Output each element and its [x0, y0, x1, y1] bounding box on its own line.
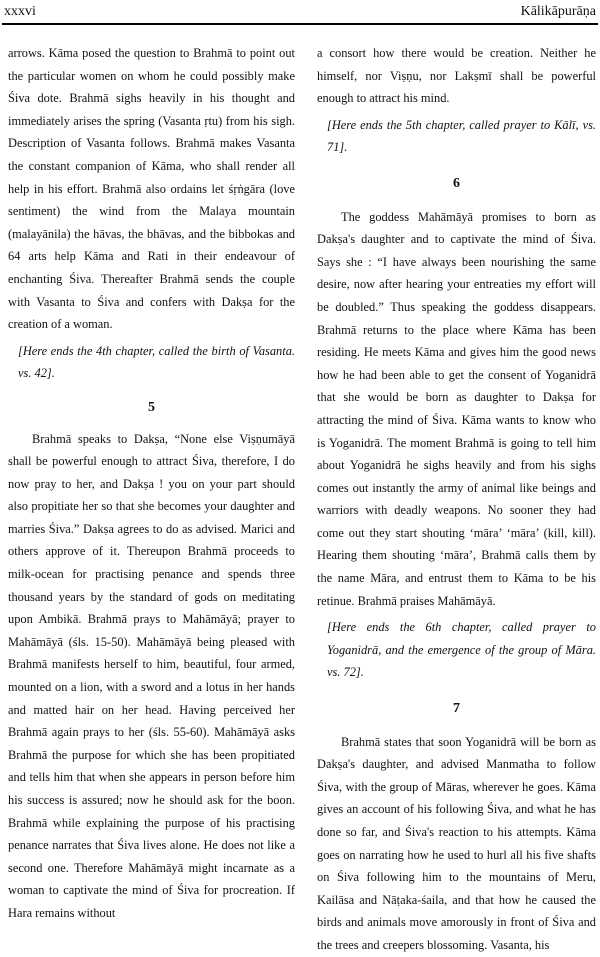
left-paragraph-1: arrows. Kāma posed the question to Brahmā to point out the particular women on whom he could possibly make Śiva dote. Brahmā sighs heavily in his thought and immediately arises the spring (Vasanta ṛtu) from his sigh. Description of Vasanta follows. Brahmā makes Vasanta the constant companion of Kāma, who shall render all help in his effort. Brahmā also ordains let śṛṅgāra (love sentiment) the wind from the Malaya mountain (malayānila) the hāvas, the bhāvas, and the bibbokas and 64 arts help Kāma and Rati in their endeavour of enchanting Śiva. Thereafter Brahmā sends the couple with Vasanta to Śiva and confers with Dakṣa for the creation of a woman.	[8, 46, 295, 332]
chapter-6-end-note: [Here ends the 6th chapter, called prayer to Yoganidrā, and the emergence of the group of Māra. vs. 72].	[327, 620, 596, 680]
left-paragraph-2: Brahmā speaks to Dakṣa, “None else Viṣṇumāyā shall be powerful enough to attract Śiva, therefore, I do now pray to her, and Dakṣa ! you on your part should also propitiate her so that she becomes your daughter and marries Śiva.” Dakṣa agrees to do as advised. Marici and others approve of it. Thereupon Brahmā proceeds to milk-ocean for practising penance and spends three thousand years by the standard of gods on meditating upon Ambikā. Brahmā prays to Mahāmāyā; prayer to Mahāmāyā (śls. 15-50). Mahāmāyā being pleased with Brahmā manifests herself to him, beautiful, four armed, mounted on a lion, with a sword and a lotus in her hands and matted hair on her head. Having perceived her Brahmā again prays to her (śls. 55-60). Mahāmāyā asks Brahmā the purpose for which she has been propitiated and tells him that when she appears in person before him his success is assured; now he should ask for the boon. Brahmā while explaining the purpose of his practising penance narrates that Śiva lives alone. He does not like a second one. Therefore Mahāmāyā might incarnate as a woman to captivate the mind of Śiva for procreation. If Hara remains without	[8, 431, 295, 920]
right-paragraph-2: The goddess Mahāmāyā promises to born as Dakṣa's daughter and to captivate the mind of Śiva. Says she : “I have always been nourishing the same desire, now after hearing your entreaties my effort will be doubled.” Thus speaking the goddess disappears. Brahmā returns to the place where Kāma has been residing. He meets Kāma and gives him the good news how he had been able to get the consent of Yoganidrā that she would be born as daughter to Dakṣa for attracting the mind of Śiva. Kāma wants to know who is Yoganidrā. The moment Brahmā is going to tell him about Yoganidrā he sighs heavily and from his sighs comes out instantly the army of animal like beings and warriors with deadly weapons. No sooner they had come out they start shouting ‘māra’ ‘māra’ (kill, kill). Hearing them shouting ‘māra’, Brahmā calls them by the name Māra, and entrust them to Kāma to be his retinue. Brahmā praises Mahāmāyā.	[317, 209, 596, 608]
left-column	[8, 42, 295, 925]
running-title: Kālikāpurāṇa	[520, 4, 596, 19]
right-column	[317, 42, 596, 957]
section-number-6: 6	[453, 175, 460, 191]
section-number-7: 7	[453, 701, 460, 717]
page-header	[4, 2, 596, 24]
chapter-5-end-note: [Here ends the 5th chapter, called prayer to Kālī, vs. 71].	[327, 117, 596, 155]
right-paragraph-1: a consort how there would be creation. Neither he himself, nor Viṣṇu, nor Lakṣmī shall be powerful enough to attract his mind.	[317, 46, 596, 106]
page-number: xxxvi	[4, 4, 36, 19]
right-paragraph-3: Brahmā states that soon Yoganidrā will be born as Dakṣa's daughter, and advised Manmatha to follow Śiva, with the group of Māras, wherever he goes. Kāma gives an account of his following Śiva, and what he has done so far, and Śiva's reaction to his attempts. Kāma goes on narrating how he used to hurl all his five shafts on Śiva following him to the mountains of Meru, Kailāsa and Nāṭaka-śaila, and that how he caused the birds and animals move amorously in front of Śiva and the trees and creepers blossoming. Vasanta, his	[317, 734, 596, 952]
chapter-4-end-note: [Here ends the 4th chapter, called the birth of Vasanta. vs. 42].	[18, 343, 295, 381]
header-rule	[2, 23, 598, 25]
section-number-5: 5	[148, 399, 155, 415]
